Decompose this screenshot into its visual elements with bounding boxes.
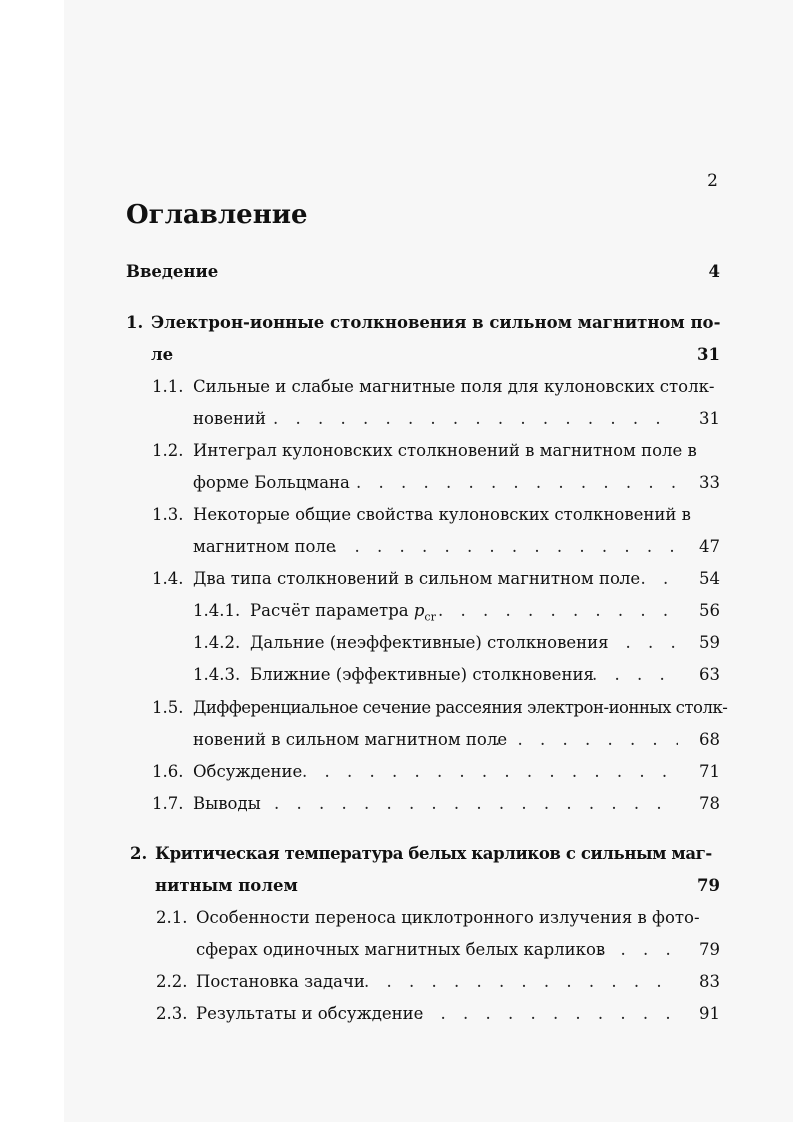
toc-subsection-title: Дальние (неэффективные) столкновения (250, 633, 609, 652)
toc-chapter-2-cont[interactable] (0, 871, 793, 901)
toc-chapter-page: 31 (697, 345, 720, 364)
dot-leader (364, 967, 678, 997)
toc-section-title-cont: магнитном поле (193, 537, 336, 556)
toc-section-title-cont: сферах одиночных магнитных белых карликов (196, 940, 606, 959)
toc-subsection-page: 63 (699, 665, 720, 684)
toc-section-title-cont: форме Больцмана (193, 473, 350, 492)
toc-section-title: Интеграл кулоновских столкновений в магнитном поле в (193, 441, 697, 460)
toc-section[interactable] (0, 436, 793, 466)
toc-section-page: 68 (699, 730, 720, 749)
dot-leader (495, 725, 678, 755)
toc-section-title: Сильные и слабые магнитные поля для кулоновских столк- (193, 377, 715, 396)
dot-leader (332, 532, 678, 562)
math-symbol-p: p (413, 601, 425, 620)
toc-subsection-number: 1.4.2. (193, 633, 241, 652)
toc-section-cont[interactable] (0, 725, 793, 755)
toc-section[interactable] (0, 789, 793, 819)
toc-section-title: Выводы (193, 794, 261, 813)
toc-chapter-title: Электрон-ионные столкновения в сильном магнитном по- (151, 313, 721, 332)
toc-section-number: 1.4. (152, 569, 184, 588)
toc-section[interactable] (0, 564, 793, 594)
toc-title: Оглавление (126, 200, 308, 230)
toc-chapter-2[interactable] (0, 839, 793, 869)
toc-section-title: Постановка задачи (196, 972, 365, 991)
toc-chapter-number: 1. (126, 313, 144, 332)
toc-chapter-1-cont[interactable] (0, 340, 793, 370)
toc-section-number: 1.7. (152, 794, 184, 813)
toc-section-number: 2.3. (156, 1004, 188, 1023)
dot-leader (418, 999, 678, 1029)
toc-section-number: 2.2. (156, 972, 188, 991)
toc-entry-intro[interactable] (0, 257, 793, 287)
toc-section-page: 54 (699, 569, 720, 588)
toc-section[interactable] (0, 693, 793, 723)
toc-subsection-page: 59 (699, 633, 720, 652)
dot-leader (598, 935, 678, 965)
toc-subsection[interactable] (0, 660, 793, 690)
toc-subsection-title-text: Расчёт параметра (250, 601, 409, 620)
toc-section-title: Два типа столкновений в сильном магнитном поле (193, 569, 641, 588)
toc-section-number: 2.1. (156, 908, 188, 927)
dot-leader (356, 468, 678, 498)
toc-section-cont[interactable] (0, 532, 793, 562)
toc-subsection-number: 1.4.3. (193, 665, 241, 684)
toc-section-page: 31 (699, 409, 720, 428)
toc-section-title: Некоторые общие свойства кулоновских столкновений в (193, 505, 691, 524)
toc-section-title: Обсуждение (193, 762, 303, 781)
toc-section-title: Дифференциальное сечение рассеяния электрон-ионных столк- (193, 698, 728, 717)
toc-section-number: 1.6. (152, 762, 184, 781)
toc-chapter-title-cont: нитным полем (155, 876, 298, 895)
toc-section[interactable] (0, 999, 793, 1029)
toc-section-cont[interactable] (0, 935, 793, 965)
toc-section-page: 33 (699, 473, 720, 492)
toc-section-title: Особенности переноса циклотронного излучения в фото- (196, 908, 700, 927)
toc-section-cont[interactable] (0, 468, 793, 498)
dot-leader (302, 757, 678, 787)
dot-leader (618, 564, 678, 594)
toc-section-page: 47 (699, 537, 720, 556)
toc-section-page: 71 (699, 762, 720, 781)
toc-section[interactable] (0, 500, 793, 530)
toc-section-number: 1.5. (152, 698, 184, 717)
toc-section[interactable] (0, 757, 793, 787)
math-subscript-cr: cr (424, 610, 436, 624)
toc-section[interactable] (0, 903, 793, 933)
toc-subsection[interactable] (0, 628, 793, 658)
toc-section-number: 1.3. (152, 505, 184, 524)
toc-entry-page: 4 (708, 262, 720, 281)
toc-section-cont[interactable] (0, 404, 793, 434)
dot-leader (274, 789, 678, 819)
toc-section-title-cont: новений (193, 409, 266, 428)
toc-section-number: 1.1. (152, 377, 184, 396)
toc-chapter-title: Критическая температура белых карликов с сильным маг- (155, 844, 712, 863)
toc-chapter-page: 79 (697, 876, 720, 895)
toc-subsection-title (250, 596, 436, 632)
toc-section-title: Результаты и обсуждение (196, 1004, 424, 1023)
toc-section-page: 78 (699, 794, 720, 813)
dot-leader (592, 660, 678, 690)
toc-chapter-1[interactable] (0, 308, 793, 338)
toc-chapter-number: 2. (130, 844, 148, 863)
toc-section[interactable] (0, 967, 793, 997)
toc-section-number: 1.2. (152, 441, 184, 460)
toc-chapter-title-cont: ле (151, 345, 174, 364)
dot-leader (603, 628, 678, 658)
toc-section-page: 83 (699, 972, 720, 991)
toc-section-page: 91 (699, 1004, 720, 1023)
toc-subsection-page: 56 (699, 601, 720, 620)
toc-entry-title: Введение (126, 262, 219, 281)
dot-leader (273, 404, 678, 434)
toc-section[interactable] (0, 372, 793, 402)
toc-subsection-title: Ближние (эффективные) столкновения (250, 665, 594, 684)
toc-subsection[interactable] (0, 596, 793, 626)
toc-section-title-cont: новений в сильном магнитном поле (193, 730, 508, 749)
toc-subsection-number: 1.4.1. (193, 601, 241, 620)
page-number: 2 (707, 171, 718, 191)
dot-leader (438, 596, 678, 626)
toc-section-page: 79 (699, 940, 720, 959)
